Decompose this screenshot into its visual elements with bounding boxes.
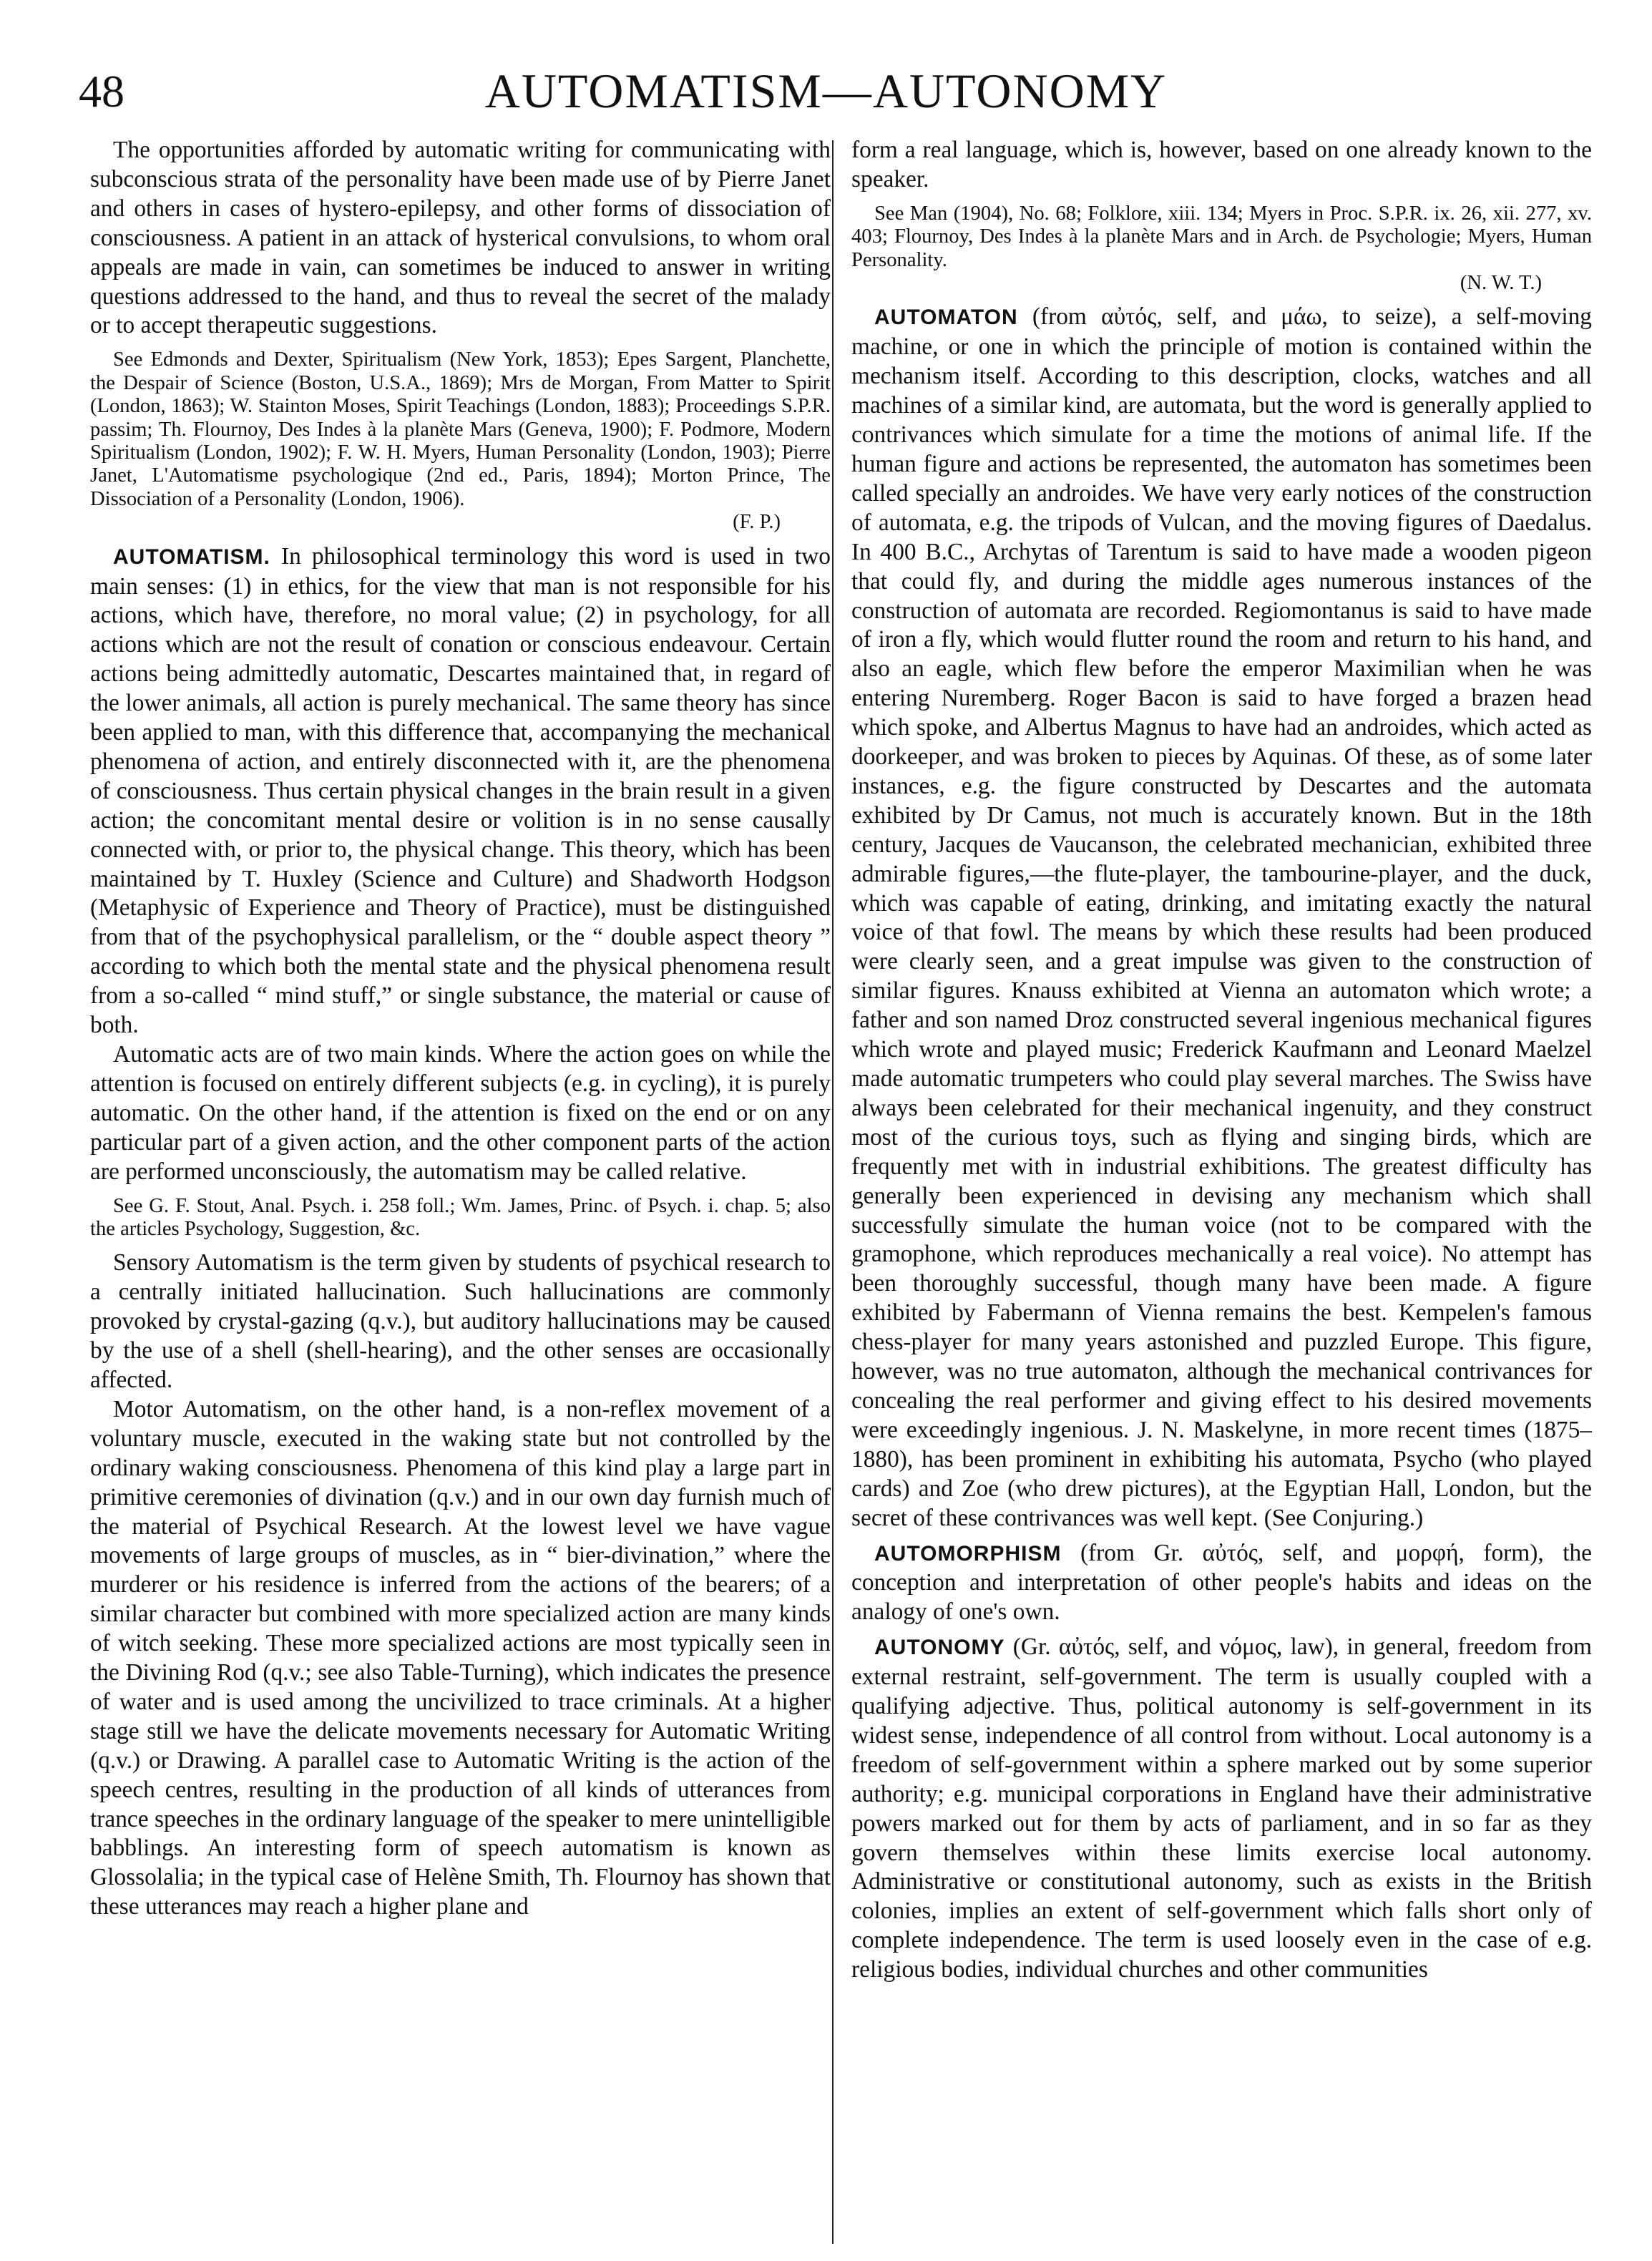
bibliography [90, 348, 831, 534]
bibliography [851, 202, 1592, 296]
paragraph: Sensory Automatism is the term given by students of psychical research to a centrally initiated hallucination. Such hallucinations are commonly provoked by crystal-gazing (q.v.), but auditory hallucinations may be caused by the use of a shell (shell-hearing), and the other senses are occasionally affected. [90, 1249, 831, 1393]
entry-text: (from αὐτός, self, and μάω, to seize), a self-moving machine, or one in which the principle of motion is contained within the mechanism itself. According to this description, clocks, watches and all machines of a similar kind, are automata, but the word is generally applied to contrivances which simulate for a time the motions of animal life. If the human figure and actions be represented, the automaton has sometimes been called specially an androides. We have very early notices of the construction of automata, e.g. the tripods of Vulcan, and the moving figures of Daedalus. In 400 B.C., Archytas of Tarentum is said to have made a wooden pigeon that could fly, and during the middle ages numerous instances of the construction of automata are recorded. Regiomontanus is said to have made of iron a fly, which would flutter round the room and return to his hand, and also an eagle, which flew before the emperor Maximilian when he was entering Nuremberg. Roger Bacon is said to have forged a brazen head which spoke, and Albertus Magnus to have had an androides, which acted as doorkeeper, and was broken to pieces by Aquinas. Of these, as of some later instances, e.g. the figure constructed by Descartes and the automata exhibited by Dr Camus, not much is accurately known. But in the 18th century, Jacques de Vaucanson, the celebrated mechanician, exhibited three admirable figures,—the flute-player, the tambourine-player, and the duck, which was capable of eating, drinking, and imitating exactly the natural voice of that fowl. The means by which these results had been produced were clearly seen, and a great impulse was given to the construction of similar figures. Knauss exhibited at Vienna an automaton which wrote; a father and son named Droz constructed several ingenious mechanical figures which wrote and played music; Frederick Kaufmann and Leonard Maelzel made automatic trumpeters who could play several marches. The Swiss have always been celebrated for their mechanical ingenuity, and they construct most of the curious toys, such as flying and singing birds, which are frequently met with in industrial exhibitions. The greatest difficulty has generally been experienced in devising any mechanism which shall successfully simulate the human voice (not to be compared with the gramophone, which reproduces mechanically a real voice). No attempt has been thoroughly successful, though many have been made. A figure exhibited by Fabermann of Vienna remains the best. Kempelen's famous chess-player for many years astonished and puzzled Europe. This figure, however, was no true automaton, although the mechanical contrivances for concealing the real performer and giving effect to his desired movements were exceedingly ingenious. J. N. Maskelyne, in more recent times (1875–1880), has been prominent in exhibiting his automata, Psycho (who played cards) and Zoe (who drew pictures), at the Egyptian Hall, London, but the secret of these contrivances was well kept. (See Conjuring.) [851, 303, 1592, 1531]
entry-text: (from Gr. αὐτός, self, and μορφή, form), the conception and interpretation of other people's habits and ideas on the analogy of one's own. [851, 1539, 1592, 1626]
entry-text: (Gr. αὐτός, self, and νόμος, law), in general, freedom from external restraint, self-government. The term is usually coupled with a qualifying adjective. Thus, political autonomy is self-government in its widest sense, independence of all control from without. Local autonomy is a freedom of self-government within a sphere marked out by some superior authority; e.g. municipal corporations in England have their administrative powers marked out for them by acts of parliament, and in so far as they govern themselves within these limits exercise local autonomy. Administrative or constitutional autonomy, such as exists in the British colonies, implies an extent of self-government which falls short only of complete independence. The term is used loosely even in the case of e.g. religious bodies, individual churches and other communities [851, 1634, 1592, 1983]
bibliography-text: See Edmonds and Dexter, Spiritualism (New York, 1853); Epes Sargent, Planchette, the Despair of Science (Boston, U.S.A., 1869); Mrs de Morgan, From Matter to Spirit (London, 1863); W. Stainton Moses, Spirit Teachings (London, 1883); Proceedings S.P.R. passim; Th. Flournoy, Des Indes à la planète Mars (Geneva, 1900); F. Podmore, Modern Spiritualism (London, 1902); F. W. H. Myers, Human Personality (London, 1903); Pierre Janet, L'Automatisme psychologique (2nd ed., Paris, 1894); Morton Prince, The Dissociation of a Personality (London, 1906). [90, 348, 831, 510]
author-initials: (F. P.) [733, 511, 781, 534]
entry-automatism [90, 542, 831, 1040]
column-divider [832, 140, 834, 2244]
entry-heading: AUTOMORPHISM [874, 1541, 1062, 1566]
entry-heading: AUTOMATISM. [113, 545, 270, 569]
paragraph: form a real language, which is, however, based on one already known to the speaker. [851, 137, 1592, 192]
entry-heading: AUTONOMY [874, 1636, 1005, 1660]
right-column [851, 136, 1592, 2247]
running-title: AUTOMATISM—AUTONOMY [484, 64, 1168, 118]
page-number: 48 [79, 66, 124, 117]
entry-automorphism [851, 1539, 1592, 1628]
entry-text: In philosophical terminology this word is used in two main senses: (1) in ethics, for the view that man is not responsible for his actions, which have, therefore, no moral value; (2) in psychology, for all actions which are not the result of conation or conscious endeavour. Certain actions being admittedly automatic, Descartes maintained that, in regard of the lower animals, all action is purely mechanical. The same theory has since been applied to man, with this difference that, accompanying the mechanical phenomena of action, and entirely disconnected with it, are the phenomena of consciousness. Thus certain physical changes in the brain result in a given action; the concomitant mental desire or volition is in no sense causally connected with, or prior to, the physical change. This theory, which has been maintained by T. Huxley (Science and Culture) and Shadworth Hodgson (Metaphysic of Experience and Theory of Practice), must be distinguished from that of the psychophysical parallelism, or the “ double aspect theory ” according to which both the mental state and the physical phenomena result from a so-called “ mind stuff,” or single substance, the material or cause of both. [90, 542, 831, 1039]
bibliography-text: See Man (1904), No. 68; Folklore, xiii. 134; Myers in Proc. S.P.R. ix. 26, xii. 277, xv. 403; Flournoy, Des Indes à la planète Mars and in Arch. de Psychologie; Myers, Human Personality. [851, 202, 1592, 271]
paragraph: Motor Automatism, on the other hand, is a non-reflex movement of a voluntary muscle, executed in the waking state but not controlled by the ordinary waking consciousness. Phenomena of this kind play a large part in primitive ceremonies of divination (q.v.) and in our own day furnish much of the material of Psychical Research. At the lowest level we have vague movements of large groups of muscles, as in “ bier-divination,” where the murderer or his residence is inferred from the actions of the bearers; of a similar character but combined with more specialized action are many kinds of witch seeking. These more specialized actions are most typically seen in the Divining Rod (q.v.; see also Table-Turning), which indicates the presence of water and is used among the uncivilized to trace criminals. At a higher stage still we have the delicate movements necessary for Automatic Writing (q.v.) or Drawing. A parallel case to Automatic Writing is the action of the speech centres, resulting in the production of all kinds of utterances from trance speeches in the ordinary language of the speaker to mere unintelligible babblings. An interesting form of speech automatism is known as Glossolalia; in the typical case of Helène Smith, Th. Flournoy has shown that these utterances may reach a higher plane and [90, 1395, 831, 1920]
entry-automaton [851, 303, 1592, 1533]
paragraph: Automatic acts are of two main kinds. Where the action goes on while the attention is focused on entirely different subjects (e.g. in cycling), it is purely automatic. On the other hand, if the attention is fixed on the end or on any particular part of a given action, and the other component parts of the action are performed unconsciously, the automatism may be called relative. [90, 1041, 831, 1185]
page-header [0, 0, 1652, 122]
paragraph: The opportunities afforded by automatic writing for communicating with subconscious strata of the personality have been made use of by Pierre Janet and others in cases of hystero-epilepsy, and other forms of dissociation of consciousness. A patient in an attack of hysterical convulsions, to whom oral appeals are made in vain, can sometimes be induced to answer in writing questions addressed to the hand, and thus to reveal the secret of the malady or to accept therapeutic suggestions. [90, 137, 831, 339]
author-initials: (N. W. T.) [1460, 272, 1542, 295]
entry-autonomy [851, 1633, 1592, 1985]
bibliography: See G. F. Stout, Anal. Psych. i. 258 foll.; Wm. James, Princ. of Psych. i. chap. 5; also the articles Psychology, Suggestion, &c. [90, 1194, 831, 1240]
entry-heading: AUTOMATON [874, 306, 1018, 330]
left-column [90, 136, 831, 2247]
